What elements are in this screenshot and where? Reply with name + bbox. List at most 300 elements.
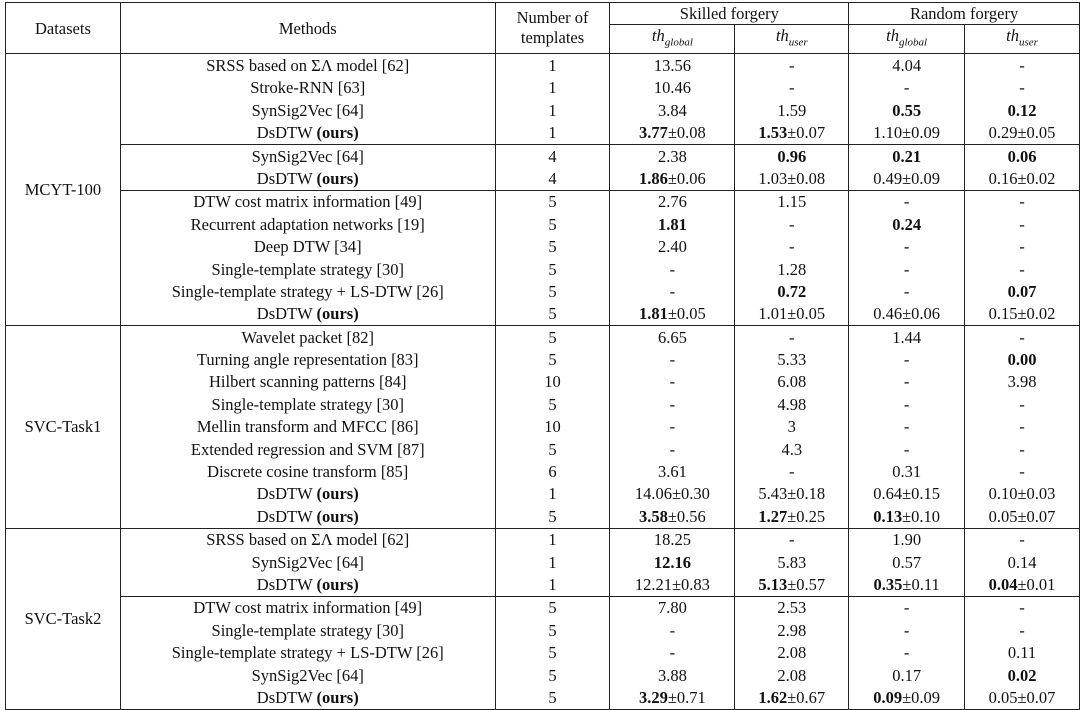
method-name: DTW cost matrix information [49]: [193, 598, 423, 618]
value: 0.04: [988, 574, 1018, 594]
global-subscript: global: [899, 36, 928, 49]
value-cell-sg: [610, 144, 735, 167]
value-cell-sg: [610, 121, 735, 144]
value-cell-ru: [965, 664, 1080, 686]
value-cell-su: [735, 303, 849, 326]
value-cell-sg: [610, 303, 735, 326]
templates-cell: 1: [495, 483, 610, 505]
method-name: DsDTW: [256, 304, 313, 324]
value: 1.86: [639, 168, 668, 188]
method-name: Single-template strategy + LS-DTW [26]: [171, 643, 444, 663]
templates-cell: 5: [495, 505, 610, 528]
method-cell: [120, 438, 495, 460]
method-cell: [120, 325, 495, 348]
th-label: th: [775, 26, 789, 45]
table-row: [6, 664, 1080, 686]
value: 1.59: [777, 100, 807, 120]
value: 0.00: [1007, 350, 1037, 370]
value: 0.02: [1007, 665, 1037, 685]
templates-cell: 1: [495, 99, 610, 121]
std-deviation: ±0.83: [672, 574, 710, 594]
table-row: [6, 213, 1080, 235]
table-row: [6, 348, 1080, 370]
table-row: [6, 258, 1080, 280]
method-name: DsDTW: [256, 168, 313, 188]
table-row: [6, 551, 1080, 573]
method-name: DTW cost matrix information [49]: [193, 192, 423, 212]
header-datasets: Datasets: [6, 3, 121, 54]
std-deviation: ±0.05: [667, 304, 706, 324]
value: -: [789, 237, 795, 257]
value-cell-rg: [849, 596, 965, 619]
value: 0.09: [873, 687, 903, 707]
value: -: [903, 281, 910, 301]
value: -: [789, 462, 795, 482]
value-cell-ru: [965, 235, 1080, 257]
std-deviation: ±0.15: [902, 484, 941, 504]
table-row: [6, 619, 1080, 641]
value: 14.06: [634, 484, 672, 504]
value-cell-sg: [610, 416, 735, 438]
value-cell-ru: [965, 573, 1080, 596]
th-label: th: [1006, 26, 1019, 45]
templates-cell: 5: [495, 348, 610, 370]
std-deviation: ±0.09: [902, 687, 941, 707]
table-row: [6, 144, 1080, 167]
ours-label: (ours): [316, 304, 359, 324]
value-cell-ru: [965, 438, 1080, 460]
method-name: SRSS based on ΣΛ model [62]: [206, 55, 410, 75]
value: 12.21: [634, 574, 672, 594]
method-name: SynSig2Vec [64]: [251, 146, 364, 166]
value-cell-rg: [849, 686, 965, 709]
value: -: [1019, 620, 1025, 640]
th-label: th: [886, 26, 899, 45]
std-deviation: ±0.71: [667, 687, 706, 707]
method-cell: [120, 144, 495, 167]
method-name: Single-template strategy [30]: [211, 259, 404, 279]
value-cell-su: [735, 77, 849, 99]
value: 0.14: [1007, 552, 1037, 572]
value: 0.31: [892, 462, 922, 482]
value-cell-sg: [610, 190, 735, 213]
templates-cell: 5: [495, 258, 610, 280]
method-cell: [120, 303, 495, 326]
method-cell: [120, 235, 495, 257]
value: 0.96: [777, 146, 807, 166]
value: 3: [787, 417, 796, 437]
std-deviation: ±0.07: [787, 123, 826, 143]
method-cell: [120, 54, 495, 77]
table-row: [6, 393, 1080, 415]
value-cell-ru: [965, 528, 1080, 551]
templates-cell: 5: [495, 596, 610, 619]
value: 0.15: [988, 304, 1018, 324]
value-cell-su: [735, 619, 849, 641]
value: 1.81: [639, 304, 668, 324]
value-cell-ru: [965, 190, 1080, 213]
value: 1.15: [777, 192, 807, 212]
std-deviation: ±0.30: [672, 484, 710, 504]
value: 4.04: [892, 55, 922, 75]
templates-cell: 4: [495, 144, 610, 167]
std-deviation: ±0.10: [902, 506, 941, 526]
templates-cell: 5: [495, 619, 610, 641]
value: 0.57: [892, 552, 922, 572]
value: 3.98: [1007, 372, 1037, 392]
value: -: [1019, 462, 1025, 482]
value: 2.98: [777, 620, 807, 640]
value: -: [903, 259, 910, 279]
value: 2.08: [777, 643, 807, 663]
value-cell-su: [735, 99, 849, 121]
value-cell-sg: [610, 551, 735, 573]
value: -: [669, 620, 676, 640]
method-cell: [120, 99, 495, 121]
value-cell-rg: [849, 573, 965, 596]
value: 0.72: [777, 281, 807, 301]
value-cell-rg: [849, 416, 965, 438]
method-cell: [120, 190, 495, 213]
method-name: DsDTW: [256, 574, 313, 594]
value: 7.80: [657, 598, 687, 618]
header-templates: [495, 3, 610, 54]
method-cell: [120, 619, 495, 641]
value-cell-su: [735, 596, 849, 619]
value: -: [1019, 55, 1025, 75]
table-row: [6, 235, 1080, 257]
method-cell: [120, 573, 495, 596]
table-row: [6, 641, 1080, 663]
table-row: [6, 438, 1080, 460]
method-cell: [120, 483, 495, 505]
value: 4.98: [777, 394, 807, 414]
std-deviation: ±0.09: [902, 123, 941, 143]
value: 0.35: [873, 574, 903, 594]
value: 2.40: [657, 237, 687, 257]
value: 0.29: [988, 123, 1018, 143]
templates-cell: 1: [495, 573, 610, 596]
value-cell-sg: [610, 280, 735, 302]
value-cell-ru: [965, 371, 1080, 393]
value-cell-ru: [965, 167, 1080, 190]
method-cell: [120, 167, 495, 190]
value-cell-rg: [849, 505, 965, 528]
value: 0.55: [892, 100, 922, 120]
ours-label: (ours): [316, 574, 359, 594]
value-cell-sg: [610, 77, 735, 99]
dataset-cell: SVC-Task1: [6, 325, 121, 528]
value: 3.58: [639, 506, 668, 526]
value-cell-sg: [610, 619, 735, 641]
value-cell-su: [735, 235, 849, 257]
method-name: DsDTW: [256, 123, 313, 143]
ours-label: (ours): [316, 687, 359, 707]
header-random-forgery: Random forgery: [849, 3, 1080, 25]
value: 0.10: [988, 484, 1018, 504]
value-cell-su: [735, 483, 849, 505]
header-skilled-th-user: [735, 25, 849, 54]
value-cell-su: [735, 551, 849, 573]
value: -: [1019, 417, 1025, 437]
value-cell-ru: [965, 303, 1080, 326]
value: -: [1019, 598, 1025, 618]
value: 1.81: [657, 214, 687, 234]
method-name: DsDTW: [256, 506, 313, 526]
value-cell-rg: [849, 641, 965, 663]
templates-cell: 5: [495, 686, 610, 709]
value-cell-sg: [610, 686, 735, 709]
std-deviation: ±0.06: [667, 168, 706, 188]
user-subscript: user: [788, 36, 808, 49]
method-name: Single-template strategy + LS-DTW [26]: [171, 281, 444, 301]
value-cell-ru: [965, 460, 1080, 482]
templates-cell: 4: [495, 167, 610, 190]
value: 0.12: [1007, 100, 1037, 120]
method-name: Single-template strategy [30]: [211, 620, 404, 640]
value-cell-sg: [610, 213, 735, 235]
method-cell: [120, 551, 495, 573]
value-cell-su: [735, 144, 849, 167]
value: 1.53: [758, 123, 788, 143]
method-cell: [120, 505, 495, 528]
method-cell: [120, 596, 495, 619]
value: 0.17: [892, 665, 922, 685]
dataset-cell: MCYT-100: [6, 54, 121, 326]
value: -: [903, 350, 910, 370]
method-cell: [120, 641, 495, 663]
value: 0.11: [1007, 643, 1037, 663]
table-row: [6, 77, 1080, 99]
value-cell-ru: [965, 54, 1080, 77]
std-deviation: ±0.09: [902, 168, 941, 188]
table-row: [6, 483, 1080, 505]
header-random-th-global: [849, 25, 965, 54]
value: 4.3: [781, 439, 803, 459]
value: 1.90: [892, 530, 922, 550]
value-cell-rg: [849, 325, 965, 348]
value-cell-su: [735, 460, 849, 482]
value-cell-su: [735, 416, 849, 438]
header-random-th-user: [965, 25, 1080, 54]
value-cell-sg: [610, 664, 735, 686]
global-subscript: global: [664, 36, 693, 49]
value-cell-sg: [610, 528, 735, 551]
std-deviation: ±0.11: [902, 574, 940, 594]
value: 3.61: [657, 462, 687, 482]
value-cell-rg: [849, 99, 965, 121]
templates-cell: 1: [495, 528, 610, 551]
value: 1.44: [892, 327, 922, 347]
table-row: [6, 280, 1080, 302]
value: 3.88: [657, 665, 687, 685]
value-cell-rg: [849, 213, 965, 235]
value: -: [903, 78, 910, 98]
table-row: [6, 416, 1080, 438]
value: -: [1019, 530, 1025, 550]
value: 0.06: [1007, 146, 1037, 166]
std-deviation: ±0.06: [902, 304, 941, 324]
table-row: [6, 505, 1080, 528]
value-cell-su: [735, 258, 849, 280]
method-name: SRSS based on ΣΛ model [62]: [206, 530, 410, 550]
value-cell-sg: [610, 460, 735, 482]
ours-label: (ours): [316, 506, 359, 526]
header-templates-line2: templates: [520, 28, 585, 48]
method-cell: [120, 348, 495, 370]
value: 5.13: [758, 574, 788, 594]
value-cell-sg: [610, 54, 735, 77]
value-cell-sg: [610, 596, 735, 619]
value-cell-ru: [965, 144, 1080, 167]
table-row: [6, 54, 1080, 77]
table-row: [6, 99, 1080, 121]
method-cell: [120, 213, 495, 235]
std-deviation: ±0.02: [1017, 168, 1056, 188]
value: -: [669, 439, 676, 459]
value: 12.16: [653, 552, 691, 572]
templates-cell: 5: [495, 213, 610, 235]
value: -: [669, 394, 676, 414]
value: -: [669, 259, 676, 279]
templates-cell: 1: [495, 121, 610, 144]
std-deviation: ±0.07: [1017, 506, 1056, 526]
value: -: [789, 327, 795, 347]
table-row: [6, 121, 1080, 144]
value: 2.53: [777, 598, 807, 618]
value: 1.28: [777, 259, 807, 279]
std-deviation: ±0.25: [787, 506, 826, 526]
value-cell-rg: [849, 167, 965, 190]
value: -: [1019, 78, 1025, 98]
method-name: Recurrent adaptation networks [19]: [190, 214, 425, 234]
method-cell: [120, 77, 495, 99]
templates-cell: 5: [495, 325, 610, 348]
value: 3.77: [639, 123, 668, 143]
value-cell-rg: [849, 144, 965, 167]
header-row-1: [6, 3, 1080, 25]
user-subscript: user: [1018, 36, 1038, 49]
value-cell-ru: [965, 77, 1080, 99]
method-name: Extended regression and SVM [87]: [190, 439, 425, 459]
header-skilled-th-global: [610, 25, 735, 54]
value-cell-su: [735, 167, 849, 190]
value-cell-sg: [610, 483, 735, 505]
method-cell: [120, 280, 495, 302]
value-cell-su: [735, 505, 849, 528]
table-row: [6, 371, 1080, 393]
value-cell-ru: [965, 641, 1080, 663]
value: -: [903, 643, 910, 663]
std-deviation: ±0.56: [667, 506, 706, 526]
value: 0.24: [892, 214, 922, 234]
value: 1.27: [758, 506, 788, 526]
value-cell-ru: [965, 393, 1080, 415]
table-row: [6, 325, 1080, 348]
value: 2.76: [657, 192, 687, 212]
value: 18.25: [653, 530, 691, 550]
std-deviation: ±0.05: [787, 304, 826, 324]
templates-cell: 5: [495, 641, 610, 663]
value-cell-su: [735, 121, 849, 144]
value-cell-su: [735, 393, 849, 415]
method-name: SynSig2Vec [64]: [251, 552, 364, 572]
templates-cell: 6: [495, 460, 610, 482]
method-name: SynSig2Vec [64]: [251, 100, 364, 120]
value-cell-su: [735, 54, 849, 77]
value-cell-rg: [849, 348, 965, 370]
std-deviation: ±0.01: [1017, 574, 1056, 594]
templates-cell: 5: [495, 235, 610, 257]
method-cell: [120, 686, 495, 709]
value-cell-su: [735, 280, 849, 302]
value: -: [669, 281, 676, 301]
value-cell-rg: [849, 258, 965, 280]
value-cell-rg: [849, 483, 965, 505]
value-cell-ru: [965, 686, 1080, 709]
templates-cell: 1: [495, 54, 610, 77]
templates-cell: 10: [495, 416, 610, 438]
method-name: Stroke-RNN [63]: [250, 78, 366, 98]
method-cell: [120, 371, 495, 393]
table-row: [6, 190, 1080, 213]
results-table-wrapper: [5, 2, 1080, 710]
value-cell-sg: [610, 438, 735, 460]
value-cell-su: [735, 325, 849, 348]
templates-cell: 5: [495, 438, 610, 460]
value: -: [903, 439, 910, 459]
value: 0.16: [988, 168, 1018, 188]
value: 0.13: [873, 506, 903, 526]
value: 10.46: [653, 78, 691, 98]
value: 1.03: [758, 168, 788, 188]
value-cell-su: [735, 573, 849, 596]
value-cell-su: [735, 528, 849, 551]
value: 3.29: [639, 687, 668, 707]
value-cell-ru: [965, 99, 1080, 121]
value: -: [1019, 439, 1025, 459]
value: 0.64: [873, 484, 903, 504]
method-name: Hilbert scanning patterns [84]: [209, 372, 407, 392]
table-row: [6, 303, 1080, 326]
std-deviation: ±0.08: [667, 123, 706, 143]
value-cell-rg: [849, 528, 965, 551]
value: 5.43: [758, 484, 788, 504]
value-cell-rg: [849, 190, 965, 213]
std-deviation: ±0.57: [787, 574, 826, 594]
value-cell-rg: [849, 664, 965, 686]
method-cell: [120, 121, 495, 144]
value-cell-ru: [965, 348, 1080, 370]
th-label: th: [651, 26, 665, 45]
value-cell-rg: [849, 460, 965, 482]
value: -: [903, 372, 910, 392]
ours-label: (ours): [316, 168, 359, 188]
value-cell-ru: [965, 121, 1080, 144]
value-cell-su: [735, 371, 849, 393]
value-cell-ru: [965, 483, 1080, 505]
value: -: [789, 55, 795, 75]
dataset-cell: SVC-Task2: [6, 528, 121, 709]
value-cell-rg: [849, 280, 965, 302]
table-row: [6, 528, 1080, 551]
std-deviation: ±0.03: [1017, 484, 1056, 504]
value: 0.05: [988, 687, 1018, 707]
value: 1.62: [758, 687, 788, 707]
value: -: [1019, 394, 1025, 414]
method-name: DsDTW: [256, 687, 313, 707]
std-deviation: ±0.18: [787, 484, 826, 504]
